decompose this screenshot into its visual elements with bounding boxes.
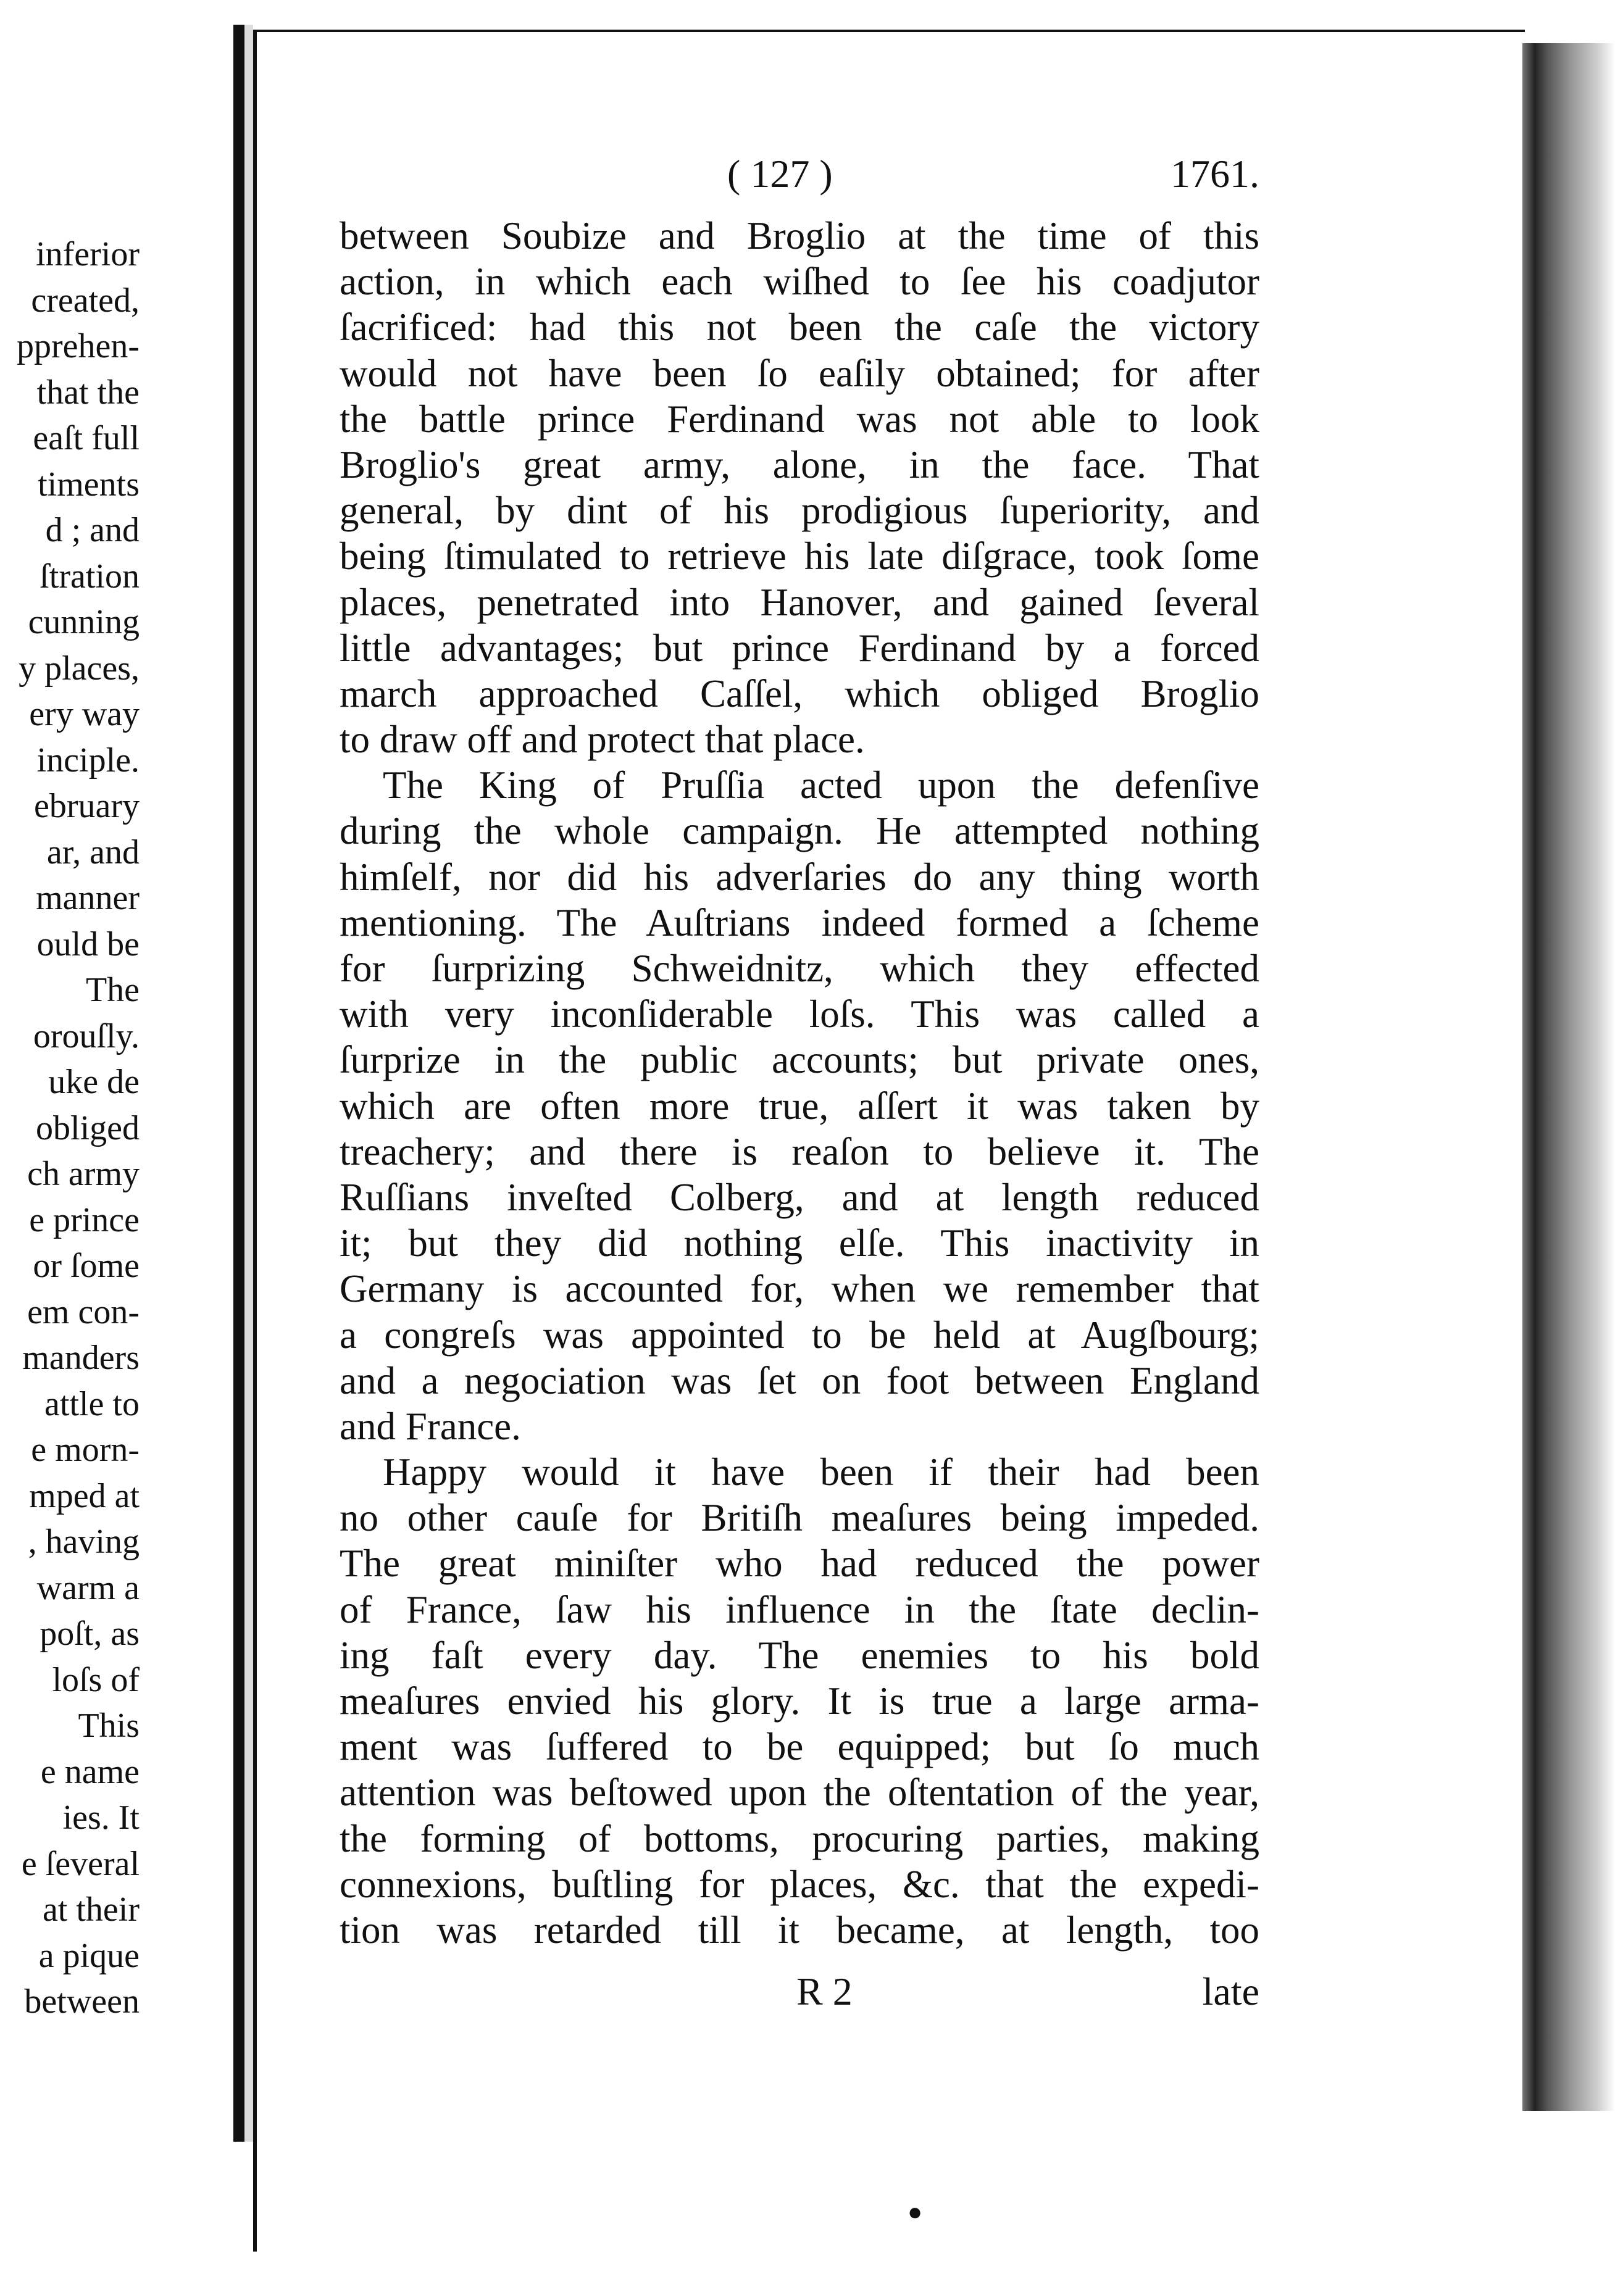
- left-page-fragment: e prince: [29, 1200, 140, 1239]
- text-line: between Soubize and Broglio at the time of this: [340, 214, 1259, 257]
- text-line: for ſurprizing Schweidnitz, which they effected: [340, 947, 1259, 990]
- book-spine: [233, 25, 244, 2142]
- running-head-year: 1761.: [1171, 152, 1259, 196]
- left-page-fragment: loſs of: [52, 1660, 140, 1699]
- left-page-fragment: ery way: [29, 695, 140, 733]
- text-line: The King of Pruſſia acted upon the defenſive: [383, 763, 1259, 807]
- text-line: ing faſt every day. The enemies to his bold: [340, 1633, 1259, 1677]
- left-page-fragment: e name: [40, 1752, 140, 1791]
- text-line: himſelf, nor did his adverſaries do any thing worth: [340, 855, 1259, 899]
- text-line: ſacrificed: had this not been the caſe the victory: [340, 306, 1259, 349]
- page-number: ( 127 ): [727, 152, 833, 196]
- left-page-fragment: manner: [36, 879, 140, 917]
- body-text: [340, 213, 1259, 1953]
- text-line: no other cauſe for Britiſh meaſures being impeded.: [340, 1496, 1259, 1540]
- text-line: mentioning. The Auſtrians indeed formed a ſcheme: [340, 901, 1259, 944]
- left-page-fragment: eaſt full: [33, 419, 140, 457]
- text-line: would not have been ſo eaſily obtained; for after: [340, 351, 1259, 395]
- text-line: connexions, buſtling for places, &c. that the expedi-: [340, 1862, 1259, 1906]
- left-page-fragment: inciple.: [36, 741, 140, 780]
- left-page-text-fragments: [0, 231, 140, 2025]
- left-page-fragment: created,: [31, 281, 140, 320]
- page-footer: [340, 1969, 1259, 2018]
- left-page-fragment: ar, and: [46, 833, 140, 871]
- text-line: Ruſſians inveſted Colberg, and at length reduced: [340, 1175, 1259, 1219]
- text-line: the forming of bottoms, procuring parties, making: [340, 1816, 1259, 1860]
- text-line: places, penetrated into Hanover, and gained ſeveral: [340, 580, 1259, 624]
- left-page-fragment: em con-: [27, 1292, 140, 1331]
- left-page-fragment: ies. It: [62, 1799, 140, 1837]
- text-line: action, in which each wiſhed to ſee his coadjutor: [340, 260, 1259, 304]
- left-page-fragment: cunning: [28, 603, 140, 641]
- ink-speck: ●: [908, 2198, 923, 2226]
- text-line: ment was ſuffered to be equipped; but ſo much: [340, 1725, 1259, 1769]
- text-line: with very inconſiderable loſs. This was called a: [340, 992, 1259, 1036]
- left-page-fragment: ch army: [27, 1155, 140, 1193]
- left-page-fragment: uke de: [48, 1063, 140, 1101]
- left-page-fragment: , having: [28, 1523, 140, 1561]
- text-line: of France, ſaw his influence in the ſtate declin-: [340, 1587, 1259, 1631]
- left-page-fragment: that the: [36, 373, 140, 412]
- text-line: meaſures envied his glory. It is true a large arma-: [340, 1679, 1259, 1723]
- text-line: general, by dint of his prodigious ſuperiority, and: [340, 489, 1259, 533]
- left-page-fragment: e morn-: [31, 1431, 140, 1469]
- text-line: Happy would it have been if their had been: [383, 1450, 1259, 1494]
- page-fore-edge: [1522, 43, 1615, 2111]
- left-page-fragment: poſt, as: [40, 1615, 140, 1653]
- left-page-fragment: e ſeveral: [21, 1844, 140, 1883]
- left-page-fragment: ould be: [36, 925, 140, 963]
- left-page-fragment: The: [85, 971, 140, 1009]
- text-line: tion was retarded till it became, at length, too: [340, 1908, 1259, 1952]
- text-line: treachery; and there is reaſon to believe it. The: [340, 1129, 1259, 1173]
- left-page-fragment: at their: [42, 1890, 140, 1929]
- text-line: The great miniſter who had reduced the power: [340, 1542, 1259, 1586]
- left-page-fragment: a pique: [38, 1936, 140, 1975]
- text-line: it; but they did nothing elſe. This inactivity in: [340, 1221, 1259, 1265]
- spine-gutter: [244, 25, 253, 2142]
- left-page-fragment: y places,: [19, 649, 140, 688]
- text-line: to draw off and protect that place.: [340, 718, 865, 762]
- text-line: ſurprize in the public accounts; but private ones,: [340, 1038, 1259, 1082]
- left-page-fragment: manders: [22, 1339, 140, 1377]
- left-page-fragment: d ; and: [45, 511, 140, 549]
- text-line: little advantages; but prince Ferdinand by a forced: [340, 626, 1259, 670]
- left-page-fragment: attle to: [44, 1384, 140, 1423]
- text-line: during the whole campaign. He attempted nothing: [340, 809, 1259, 853]
- text-line: attention was beſtowed upon the oſtentation of the year,: [340, 1771, 1259, 1815]
- left-page-fragment: pprehen-: [16, 327, 140, 365]
- left-page-fragment: obliged: [36, 1108, 140, 1147]
- text-line: being ſtimulated to retrieve his late diſgrace, took ſome: [340, 534, 1259, 578]
- left-page-fragment: timents: [38, 465, 140, 504]
- left-page-fragment: ſtration: [40, 557, 140, 596]
- text-line: the battle prince Ferdinand was not able to look: [340, 397, 1259, 441]
- text-line: and a negociation was ſet on foot between England: [340, 1358, 1259, 1402]
- text-line: Germany is accounted for, when we remember that: [340, 1267, 1259, 1311]
- left-page-fragment: between: [24, 1982, 140, 2021]
- text-line: which are often more true, aſſert it was taken by: [340, 1084, 1259, 1128]
- text-line: march approached Caſſel, which obliged Broglio: [340, 672, 1259, 715]
- left-page-fragment: warm a: [36, 1568, 140, 1607]
- catchword: late: [1202, 1969, 1259, 2013]
- text-line: and France.: [340, 1404, 521, 1448]
- text-line: a congreſs was appointed to be held at Augſbourg;: [340, 1313, 1259, 1357]
- left-page-fragment: mped at: [29, 1476, 140, 1515]
- running-head: [340, 151, 1259, 201]
- signature-mark: R 2: [796, 1969, 853, 2013]
- left-page-edge: [0, 0, 247, 2296]
- left-page-fragment: ebruary: [33, 787, 140, 825]
- left-page-fragment: orouſly.: [33, 1017, 140, 1055]
- text-line: Broglio's great army, alone, in the face. That: [340, 443, 1259, 486]
- left-page-fragment: inferior: [36, 235, 140, 273]
- left-page-fragment: or ſome: [33, 1247, 140, 1285]
- left-page-fragment: This: [78, 1707, 140, 1745]
